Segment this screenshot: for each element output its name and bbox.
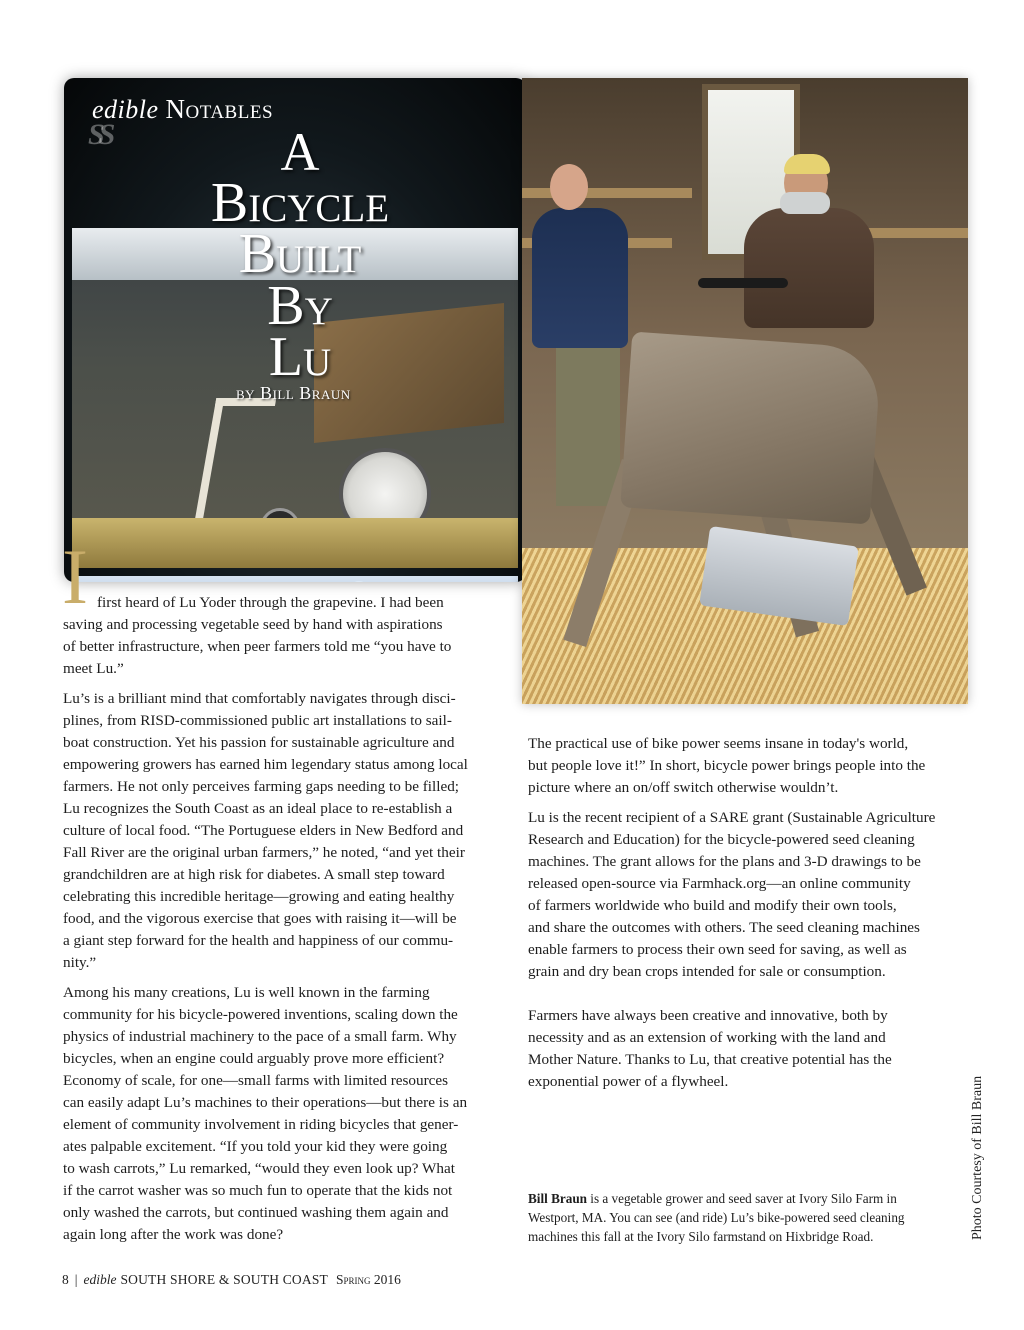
text-line: element of community involvement in riding bicycles that gener- <box>63 1116 459 1133</box>
text-line: empowering growers has earned him legendary status among local <box>63 756 468 773</box>
paragraph <box>528 807 968 983</box>
text-line: machines. The grant allows for the plans and 3-D drawings to be <box>528 853 921 870</box>
rider-respirator <box>780 192 830 214</box>
video-controls-bar <box>72 576 518 582</box>
footer-publication: SOUTH SHORE & SOUTH COAST <box>120 1272 328 1287</box>
text-line: farmers. He not only perceives farming gaps needing to be filled; <box>63 778 460 795</box>
text-line: nity.” <box>63 954 97 971</box>
drop-cap: I <box>62 533 88 620</box>
byline: by Bill Braun <box>236 383 351 403</box>
text-line: ates palpable excitement. “If you told your kid they were going <box>63 1138 448 1155</box>
text-line: only washed the carrots, but continued washing them again and <box>63 1204 449 1221</box>
bicycle-handlebar <box>698 278 788 288</box>
text-line: physics of industrial machinery to the pace of a small farm. Why <box>63 1028 457 1045</box>
text-line: to wash carrots,” Lu remarked, “would they even look up? What <box>63 1160 455 1177</box>
footer-separator: | <box>74 1272 78 1287</box>
video-ground <box>72 518 518 568</box>
shelf <box>522 188 692 198</box>
text-line: Lu is the recent recipient of a SARE grant (Sustainable Agriculture <box>528 809 936 826</box>
author-name: Bill Braun <box>528 1191 587 1206</box>
title-line: A <box>280 122 320 182</box>
text-line: meet Lu.” <box>63 660 124 677</box>
text-line: boat construction. Yet his passion for sustainable agriculture and <box>63 734 455 751</box>
text-line: necessity and as an extension of working with the land and <box>528 1029 886 1046</box>
photographer-legs <box>556 346 620 506</box>
text-line: Farmers have always been creative and innovative, both by <box>528 1007 888 1024</box>
bio-line <box>528 1189 948 1208</box>
bio-line: machines this fall at the Ivory Silo farmstand on Hixbridge Road. <box>528 1229 874 1244</box>
photo-credit: Photo Courtesy of Bill Braun <box>970 1075 985 1240</box>
rider-cap <box>784 154 830 174</box>
seed-cleaning-drum <box>620 331 882 524</box>
paragraph <box>528 1005 968 1093</box>
text-line: picture where an on/off switch otherwise wouldn’t. <box>528 779 839 796</box>
text-line: enable farmers to process their own seed for saving, as well as <box>528 941 907 958</box>
text-line: bicycles, when an engine could arguably prove more efficient? <box>63 1050 445 1067</box>
title-line: Built <box>238 223 362 286</box>
text-line: culture of local food. “The Portuguese elders in New Bedford and <box>63 822 464 839</box>
page-number: 8 <box>62 1272 69 1287</box>
paragraph <box>63 982 499 1246</box>
text-line: but people love it!” In short, bicycle power brings people into the <box>528 757 926 774</box>
text-line: community for his bicycle-powered inventions, scaling down the <box>63 1006 458 1023</box>
text-line: released open-source via Farmhack.org—an online community <box>528 875 911 892</box>
text-line: grain and dry bean crops intended for sale or consumption. <box>528 963 886 980</box>
text-line: Mother Nature. Thanks to Lu, that creative potential has the <box>528 1051 892 1068</box>
text-line: Lu recognizes the South Coast as an ideal place to re-establish a <box>63 800 453 817</box>
section-prefix: edible <box>92 95 159 124</box>
text-line: of better infrastructure, when peer farmers told me “you have to <box>63 638 452 655</box>
text-line: grandchildren are at high risk for diabetes. A small step toward <box>63 866 445 883</box>
left-column <box>63 592 499 1254</box>
text-line: exponential power of a flywheel. <box>528 1073 729 1090</box>
text-line: The practical use of bike power seems insane in today's world, <box>528 735 909 752</box>
title-line: By <box>267 274 333 337</box>
photographer-head <box>550 164 588 210</box>
text-line: saving and processing vegetable seed by hand with aspirations <box>63 616 443 633</box>
section-name: Notables <box>165 94 274 124</box>
text-line: a giant step forward for the health and happiness of our commu- <box>63 932 454 949</box>
page-footer <box>62 1272 401 1288</box>
paragraph-spacer <box>528 991 968 1005</box>
text-line: food, and the vigorous exercise that goes with raising it—will be <box>63 910 457 927</box>
author-bio <box>528 1189 948 1246</box>
title-line: Bicycle <box>210 171 390 234</box>
article-title <box>150 122 450 389</box>
text-line: first heard of Lu Yoder through the grapevine. I had been <box>97 594 444 611</box>
paragraph <box>528 733 968 799</box>
text-line: Fall River are the original urban farmers,” he noted, “and yet their <box>63 844 465 861</box>
paragraph <box>63 688 499 974</box>
footer-brand: edible <box>83 1272 117 1287</box>
text-line: again long after the work was done? <box>63 1226 284 1243</box>
text-line: of farmers worldwide who build and modify their own tools, <box>528 897 897 914</box>
rider <box>744 208 874 328</box>
bio-text: is a vegetable grower and seed saver at Ivory Silo Farm in <box>587 1191 897 1206</box>
paragraph <box>63 592 499 680</box>
footer-issue: Spring 2016 <box>335 1272 401 1287</box>
text-line: Lu’s is a brilliant mind that comfortably navigates through disci- <box>63 690 456 707</box>
right-column <box>528 733 968 1101</box>
text-line: Economy of scale, for one—small farms with limited resources <box>63 1072 449 1089</box>
workshop-photo <box>522 78 968 704</box>
text-line: Among his many creations, Lu is well known in the farming <box>63 984 430 1001</box>
ss-watermark-logo: SS <box>88 118 110 151</box>
text-line: if the carrot washer was so much fun to operate that the kids not <box>63 1182 453 1199</box>
photographer <box>532 208 628 348</box>
title-line: Lu <box>268 326 332 389</box>
text-line: celebrating this incredible heritage—growing and eating healthy <box>63 888 455 905</box>
bio-line: Westport, MA. You can see (and ride) Lu’s bike-powered seed cleaning <box>528 1210 905 1225</box>
text-line: plines, from RISD-commissioned public art installations to sail- <box>63 712 452 729</box>
text-line: Research and Education) for the bicycle-powered seed cleaning <box>528 831 915 848</box>
text-line: can easily adapt Lu’s machines to their operations—but there is an <box>63 1094 468 1111</box>
text-line: and share the outcomes with others. The seed cleaning machines <box>528 919 920 936</box>
